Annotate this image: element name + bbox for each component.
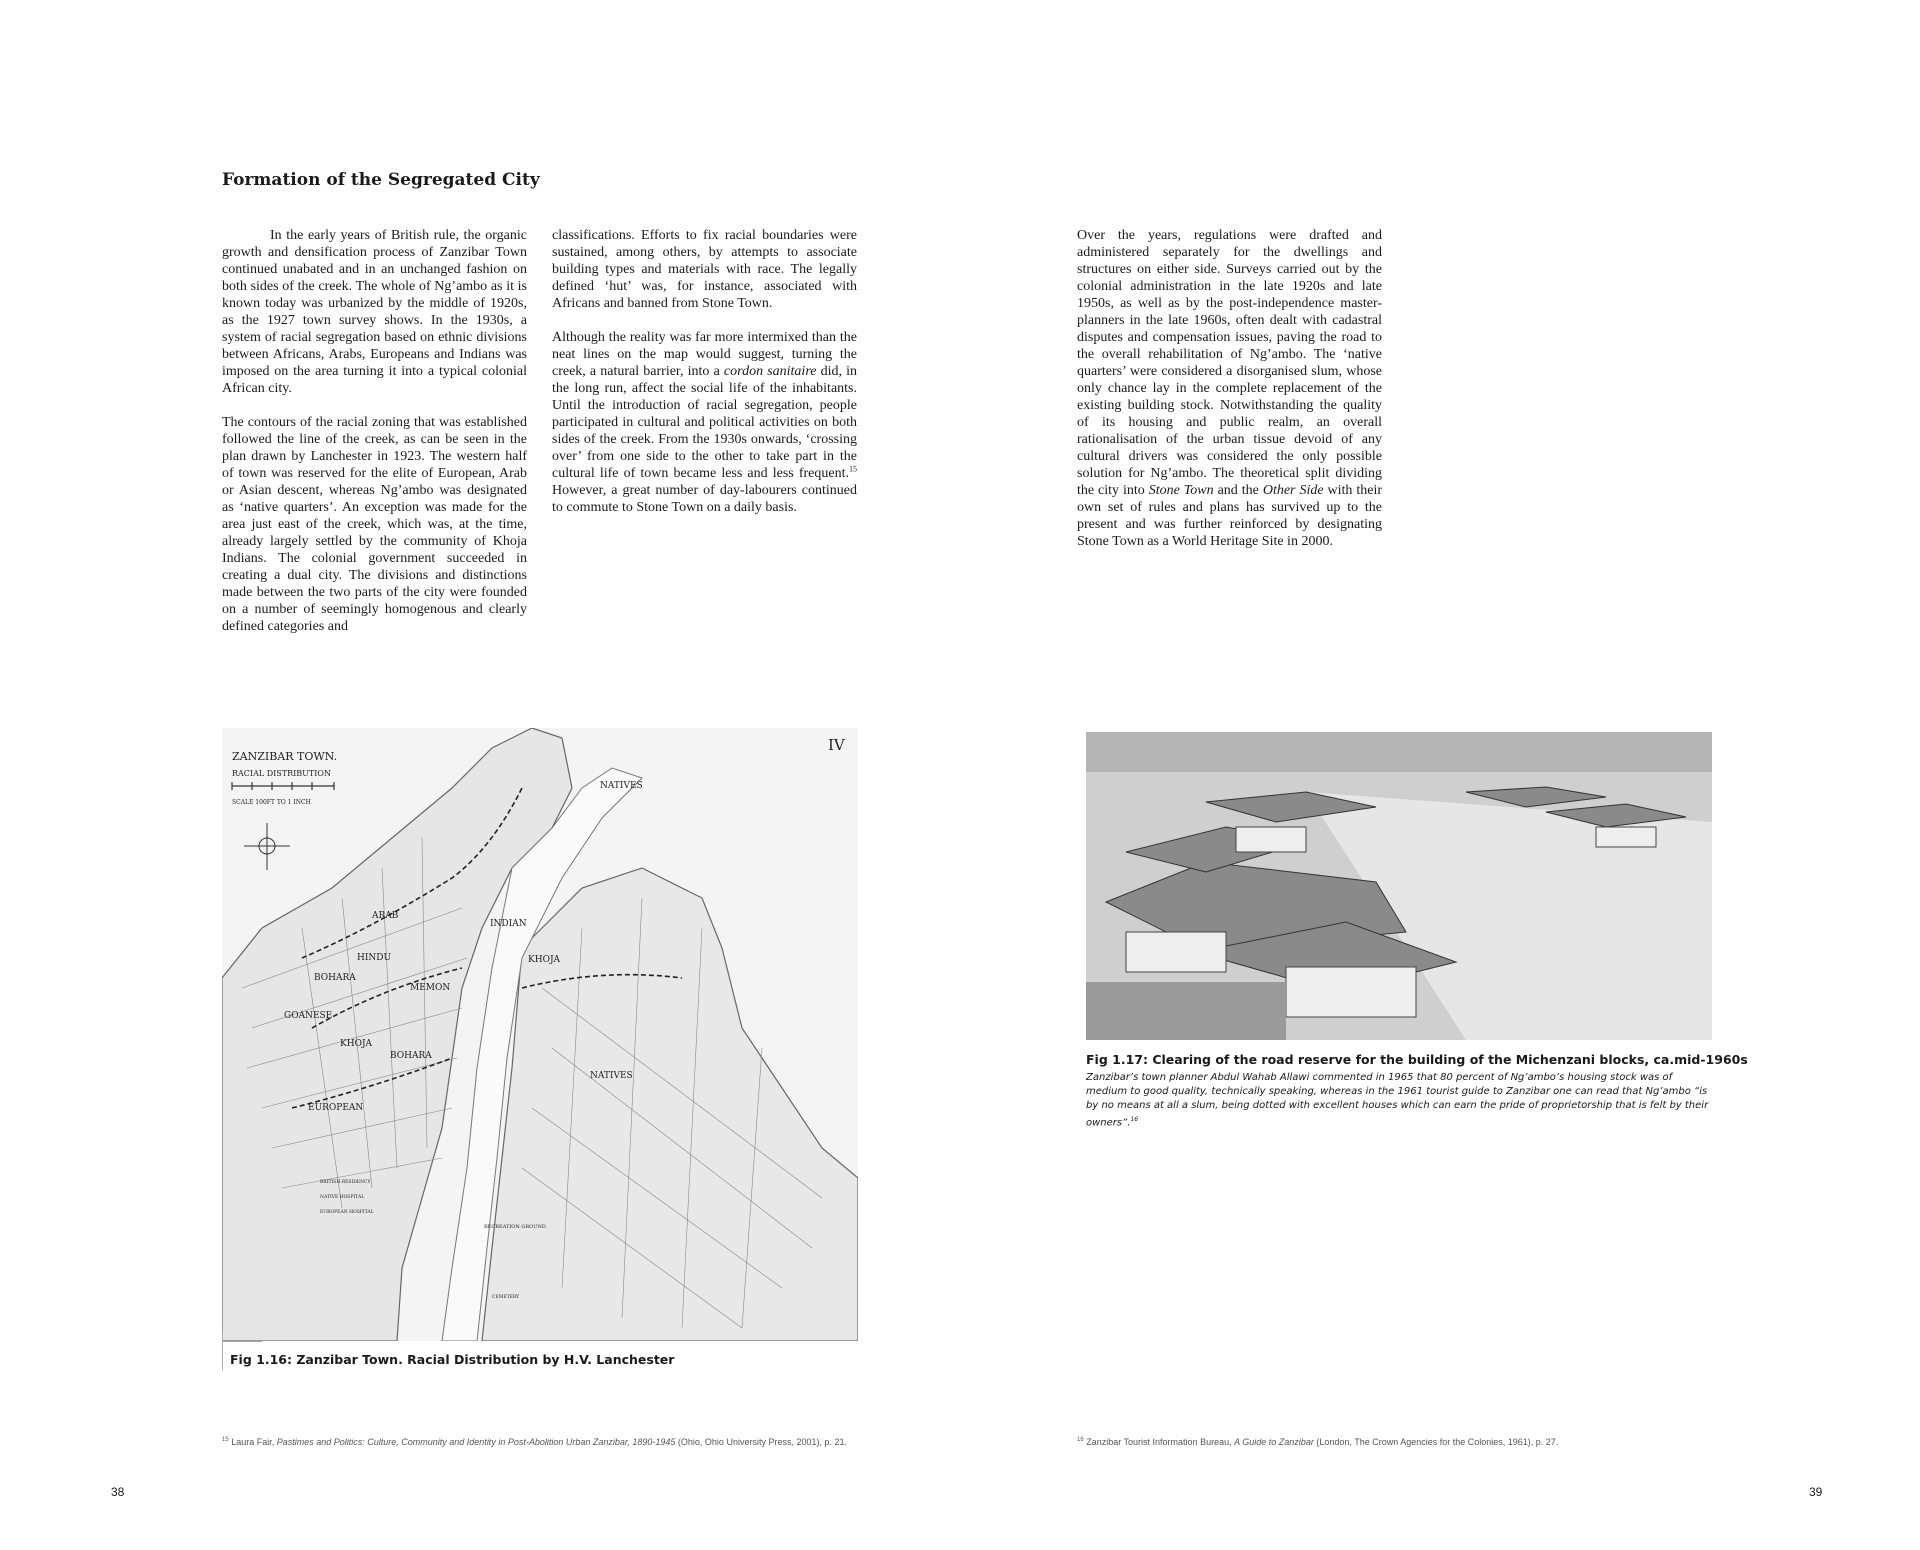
paragraph: Although the reality was far more intermixed than the neat lines on the map would suggest, turning the creek, a natural barrier, into a cordon sanitaire did, in the long run, affect the social life of the inhabitants. Until the introduction of racial segregation, people participated in cultural and political activities on both sides of the creek. From the 1930s onwards, ‘crossing over’ from one side to the other to take part in the cultural life of town became less and less frequent.$^{15}$ However, a great number of day-labourers continued to commute to Stone Town on a daily basis. [552,330,858,515]
map-scale: SCALE 100FT TO 1 INCH [232,799,311,806]
map-label: EUROPEAN [308,1103,364,1113]
map-plate-number: IV [828,736,845,754]
page-number-left: 38 [111,1485,125,1499]
footnote-15: $^{15}$ Laura Fair, Pastimes and Politics: Culture, Community and Identity in Post-Abolition Urban Zanzibar, 1890-1945 (Ohio, Ohio University Press, 2001), p. 21. [222,1437,847,1447]
map-small-label: EUROPEAN HOSPITAL [320,1210,374,1215]
footnote-16: $^{16}$ Zanzibar Tourist Information Bureau, A Guide to Zanzibar (London, The Crown Agencies for the Colonies, 1961), p. 27. [1077,1437,1559,1447]
map-label: BOHARA [390,1051,432,1061]
map-small-label: NATIVE HOSPITAL [320,1195,365,1200]
figure-caption: Fig 1.16: Zanzibar Town. Racial Distribution by H.V. Lanchester [230,1352,675,1367]
paragraph: Over the years, regulations were drafted and administered separately for the dwellings and structures on either side. Surveys carried out by the colonial administration in the late 1920s and late 1950s, as well as by the post-independence master-planners in the late 1960s, often dealt with cadastral disputes and compensation issues, paving the road to the overall rehabilitation of Ng’ambo. The ‘native quarters’ were considered a disorganised slum, whose only chance lay in the complete replacement of the existing building stock. Notwithstanding the quality of its housing and public realm, an overall rationalisation of the urban tissue devoid of any cultural drivers was considered the only possible solution for Ng’ambo. The theoretical split dividing the city into Stone Town and the Other Side with their own set of rules and plans has survived up to the present and was further reinforced by designating Stone Town as a World Heritage Site in 2000. [1077,228,1382,549]
map-label: BOHARA [314,973,356,983]
page-number-right: 39 [1809,1485,1823,1499]
map-label: GOANESE [284,1011,333,1021]
figure-caption: Fig 1.17: Clearing of the road reserve for the building of the Michenzani blocks, ca.mid-1960s [1086,1052,1748,1067]
text-column-2 [552,227,857,533]
map-label: NATIVES [600,781,643,791]
map-label: KHOJA [340,1039,373,1049]
text-column-1 [222,227,527,652]
historic-photograph [1086,732,1712,1040]
map-small-label: RECREATION GROUND [484,1224,546,1230]
map-title: ZANZIBAR TOWN. [232,750,338,763]
figure-note: Zanzibar’s town planner Abdul Wahab Allawi commented in 1965 that 80 percent of Ng’ambo’s housing stock was of medium to good quality, technically speaking, whereas in the 1961 tourist guide to Zanzibar one can read that Ng’ambo “is by no means at all a slum, being dotted with excellent houses which can earn the pride of proprietorship that is felt by their owners”.$^{16}$ [1086,1072,1709,1129]
paragraph: In the early years of British rule, the organic growth and densification process of Zanzibar Town continued unabated and in an unchanged fashion on both sides of the creek. The whole of Ng’ambo as it is known today was urbanized by the middle of 1920s, as the 1927 town survey shows. In the 1930s, a system of racial segregation based on ethnic divisions between Africans, Arabs, Europeans and Indians was imposed on the area turning it into a typical colonial African city. [222,228,527,396]
paragraph: classifications. Efforts to fix racial boundaries were sustained, among others, by attempts to associate building types and materials with race. The legally defined ‘hut’ was, for instance, associated with Africans and banned from Stone Town. [552,228,857,311]
map-subtitle: RACIAL DISTRIBUTION [232,769,331,778]
section-heading: Formation of the Segregated City [222,170,540,190]
map-label: INDIAN [490,919,527,929]
map-small-label: BRITISH RESIDENCY [320,1180,371,1185]
crop-mark [222,1341,262,1342]
map-small-label: CEMETERY [492,1295,520,1300]
text-column-3 [1077,227,1382,567]
map-label: ARAB [372,911,399,921]
map-label: MEMON [410,983,451,993]
map-label: NATIVES [590,1071,633,1081]
map-label: HINDU [357,953,392,963]
footnote-ref[interactable]: 15 [849,464,857,474]
crop-mark [222,1330,223,1370]
paragraph: The contours of the racial zoning that was established followed the line of the creek, as can be seen in the plan drawn by Lanchester in 1923. The western half of town was reserved for the elite of European, Arab or Asian descent, whereas Ng’ambo was designated as ‘native quarters’. An exception was made for the area just east of the creek, which was, at the time, already largely settled by the community of Khoja Indians. The colonial government succeeded in creating a dual city. The divisions and distinctions made between the two parts of the city were founded on a number of seemingly homogenous and clearly defined categories and [222,415,527,634]
racial-distribution-map [222,728,858,1341]
map-label: KHOJA [528,955,561,965]
